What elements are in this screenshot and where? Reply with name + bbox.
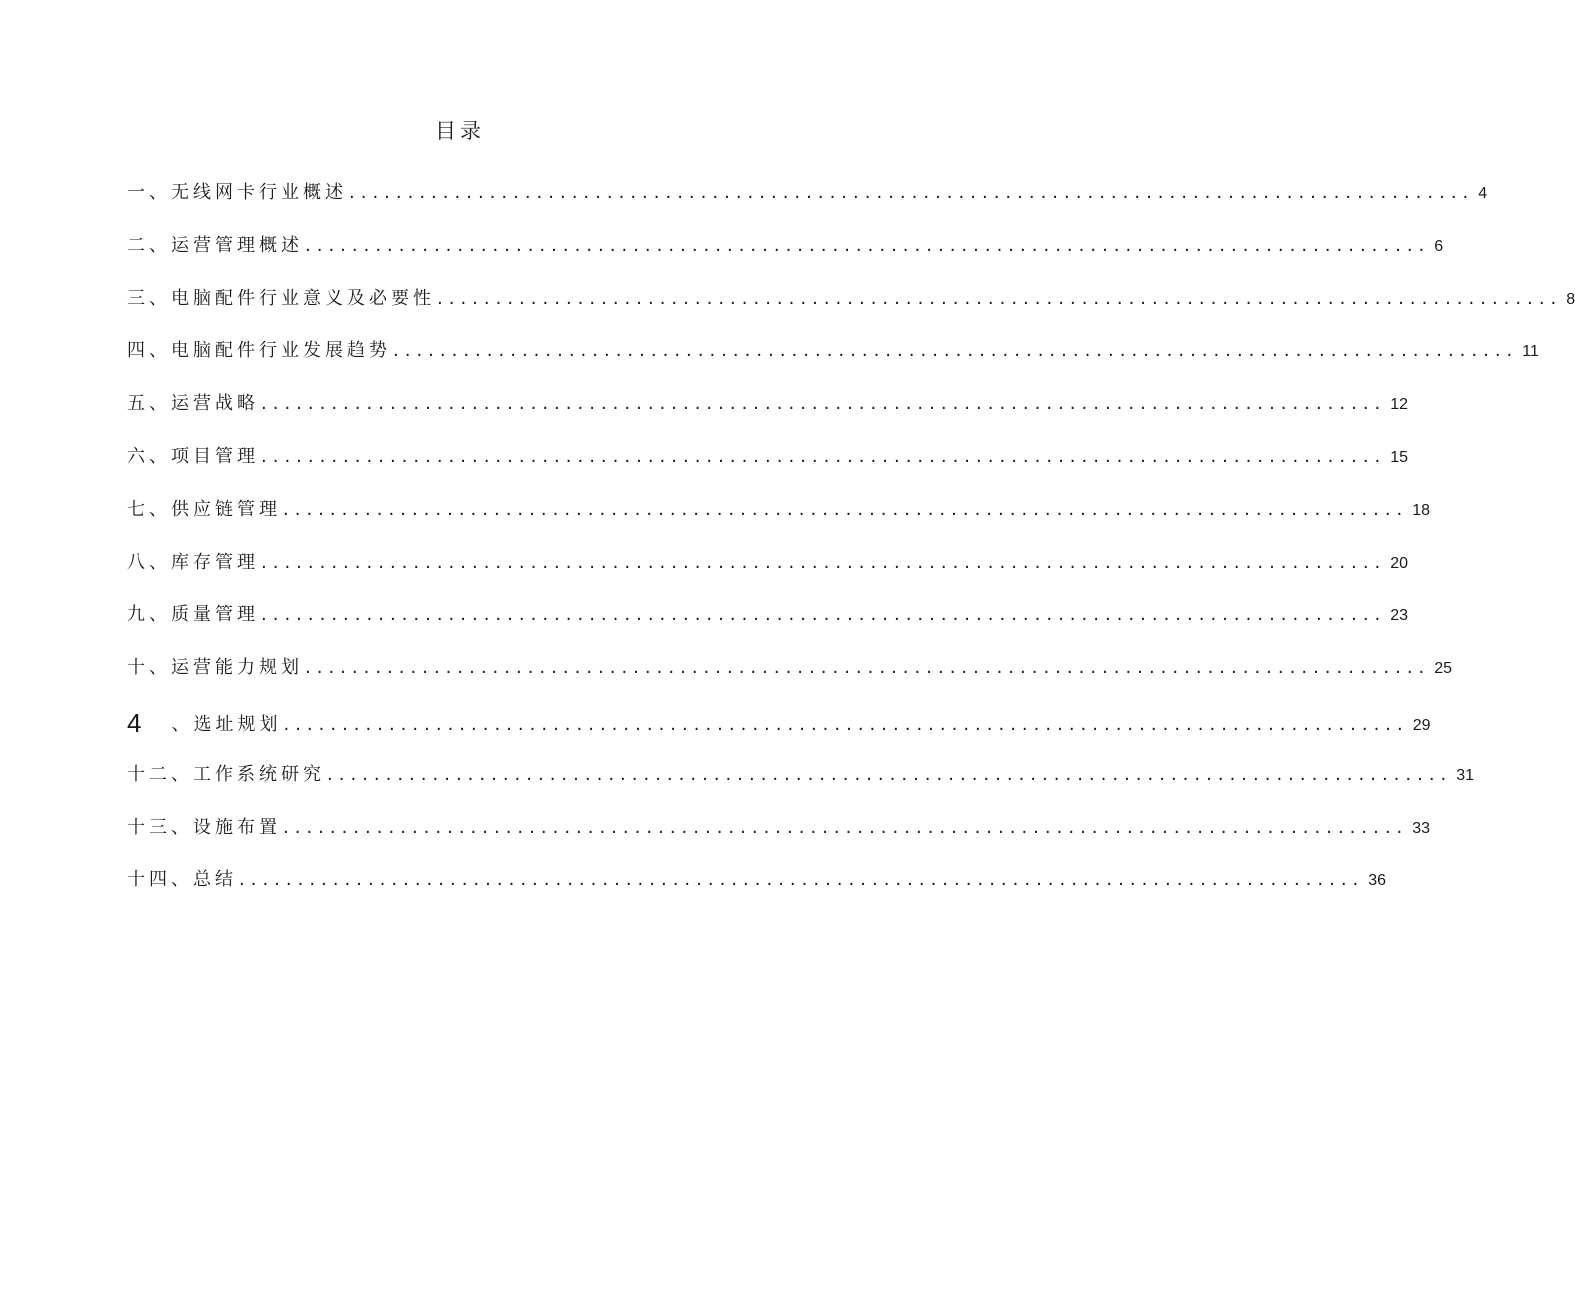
toc-entry[interactable] <box>127 865 1387 918</box>
toc-entry[interactable] <box>127 813 1431 866</box>
toc-leader-dots: ................................................................................................ <box>349 182 1475 203</box>
toc-leader-dots: ................................................................................................ <box>261 393 1387 415</box>
toc-entry[interactable] <box>127 495 1431 548</box>
toc-leader-dots: ................................................................................................ <box>239 869 1365 891</box>
toc-leader-dots: ................................................................................................ <box>393 340 1519 362</box>
toc-entry[interactable] <box>127 548 1409 601</box>
toc-title: 目录 <box>435 119 485 143</box>
toc-entry[interactable] <box>127 706 1431 760</box>
toc-entry-label: 四、电脑配件行业发展趋势 <box>127 340 391 362</box>
toc-leader-dots: ................................................................................................ <box>305 234 1431 256</box>
toc-leader-dots: ................................................................................................ <box>283 713 1409 735</box>
toc-entry-label: 十、运营能力规划 <box>127 657 303 679</box>
toc-entry[interactable] <box>127 389 1409 442</box>
toc-page-number: 33 <box>1412 819 1431 837</box>
toc-leader-dots: ................................................................................................ <box>283 816 1409 838</box>
toc-page-number: 18 <box>1412 501 1431 519</box>
toc-entry-label: 八、库存管理 <box>127 551 259 573</box>
toc-page-number: 4 <box>1478 185 1488 202</box>
toc-page-number: 6 <box>1434 237 1444 255</box>
toc-page-number: 12 <box>1390 396 1409 414</box>
toc-entry[interactable] <box>127 231 1444 284</box>
toc-leader-dots: ................................................................................................ <box>261 604 1387 626</box>
toc-leader-dots: ................................................................................................ <box>437 287 1563 309</box>
toc-entry[interactable] <box>127 284 1575 337</box>
toc-entry-label-group <box>127 706 281 740</box>
toc-entry-label: 九、质量管理 <box>127 604 259 626</box>
toc-entry[interactable] <box>127 178 1488 231</box>
toc-entry-label: 七、供应链管理 <box>127 498 281 520</box>
toc-page-number: 8 <box>1566 290 1575 308</box>
table-of-contents <box>127 178 1575 918</box>
toc-entry-number: 4 <box>127 707 142 738</box>
toc-leader-dots: ................................................................................................ <box>283 498 1409 520</box>
toc-entry[interactable] <box>127 760 1475 813</box>
toc-entry[interactable] <box>127 653 1453 706</box>
toc-page-number: 20 <box>1390 554 1409 572</box>
toc-entry[interactable] <box>127 336 1539 389</box>
toc-page-number: 29 <box>1412 716 1431 734</box>
toc-page-number: 25 <box>1434 660 1453 678</box>
toc-entry-label: 十四、总结 <box>127 869 237 891</box>
toc-entry-label: 二、运营管理概述 <box>127 234 303 256</box>
toc-entry-label: 十二、工作系统研究 <box>127 763 325 785</box>
toc-entry[interactable] <box>127 442 1409 495</box>
toc-page-number: 23 <box>1390 607 1409 625</box>
toc-page-number: 15 <box>1390 448 1409 466</box>
toc-page-number: 11 <box>1522 343 1539 361</box>
toc-entry[interactable] <box>127 600 1409 653</box>
toc-entry-label: 、选址规划 <box>171 713 282 735</box>
toc-entry-label: 五、运营战略 <box>127 393 259 415</box>
toc-leader-dots: ................................................................................................ <box>305 657 1431 679</box>
toc-leader-dots: ................................................................................................ <box>327 763 1453 785</box>
toc-entry-label: 十三、设施布置 <box>127 816 281 838</box>
toc-entry-label: 一、无线网卡行业概述 <box>127 182 347 203</box>
toc-leader-dots: ................................................................................................ <box>261 551 1387 573</box>
toc-entry-label: 三、电脑配件行业意义及必要性 <box>127 287 435 309</box>
toc-page-number: 36 <box>1368 872 1387 890</box>
toc-page-number: 31 <box>1456 766 1475 784</box>
toc-entry-label: 六、项目管理 <box>127 445 259 467</box>
toc-leader-dots: ................................................................................................ <box>261 445 1387 467</box>
